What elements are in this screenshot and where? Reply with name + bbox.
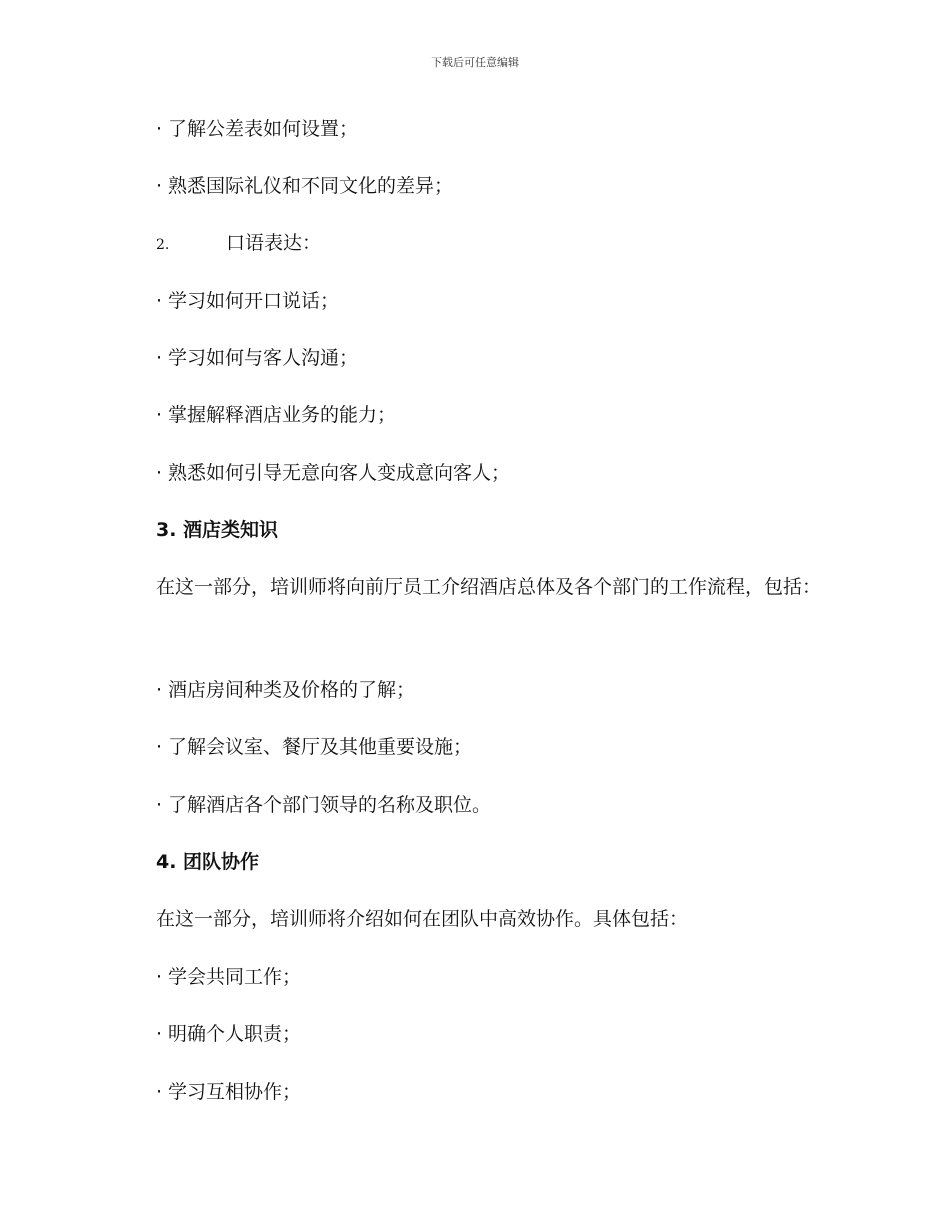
list-item-text: 了解酒店各个部门领导的名称及职位。 (168, 794, 492, 816)
list-item (156, 116, 358, 142)
numbered-item (156, 230, 321, 258)
list-item (156, 792, 491, 818)
list-item-text: 了解公差表如何设置； (168, 118, 359, 140)
bullet-icon: · (156, 679, 163, 701)
list-item-text: 酒店房间种类及价格的了解； (168, 679, 416, 701)
page-header: 下载后可任意编辑 (431, 56, 519, 69)
list-item (156, 964, 301, 990)
list-item-text: 掌握解释酒店业务的能力； (168, 404, 397, 426)
list-item (156, 173, 453, 199)
bullet-icon: · (156, 966, 163, 988)
bullet-icon: · (156, 175, 163, 197)
bullet-icon: · (156, 1023, 163, 1045)
list-item-text: 熟悉如何引导无意向客人变成意向客人； (168, 462, 511, 484)
section-heading: 3. 酒店类知识 (156, 519, 279, 541)
paragraph: 在这一部分，培训师将向前厅员工介绍酒店总体及各个部门的工作流程，包括： (156, 576, 822, 598)
bullet-icon: · (156, 347, 163, 369)
list-item-text: 明确个人职责； (168, 1023, 302, 1045)
bullet-icon: · (156, 1081, 163, 1103)
section-heading: 4. 团队协作 (156, 851, 260, 873)
numbered-item-text: 口语表达： (226, 232, 322, 254)
list-item-text: 学会共同工作； (168, 966, 302, 988)
bullet-icon: · (156, 736, 163, 758)
list-item (156, 1079, 301, 1105)
list-item (156, 288, 339, 314)
list-item-text: 了解会议室、餐厅及其他重要设施； (168, 736, 473, 758)
paragraph: 在这一部分，培训师将介绍如何在团队中高效协作。具体包括： (156, 908, 689, 930)
list-item (156, 345, 358, 371)
bullet-icon: · (156, 794, 163, 816)
list-item-text: 学习如何与客人沟通； (168, 347, 359, 369)
list-item (156, 1021, 301, 1047)
list-item-text: 学习互相协作； (168, 1081, 302, 1103)
bullet-icon: · (156, 404, 163, 426)
item-number: 2. (156, 237, 170, 253)
list-item (156, 734, 472, 760)
bullet-icon: · (156, 118, 163, 140)
list-item (156, 460, 510, 486)
list-item (156, 402, 396, 428)
list-item-text: 熟悉国际礼仪和不同文化的差异； (168, 175, 454, 197)
list-item-text: 学习如何开口说话； (168, 290, 340, 312)
bullet-icon: · (156, 290, 163, 312)
bullet-icon: · (156, 462, 163, 484)
list-item (156, 677, 415, 703)
